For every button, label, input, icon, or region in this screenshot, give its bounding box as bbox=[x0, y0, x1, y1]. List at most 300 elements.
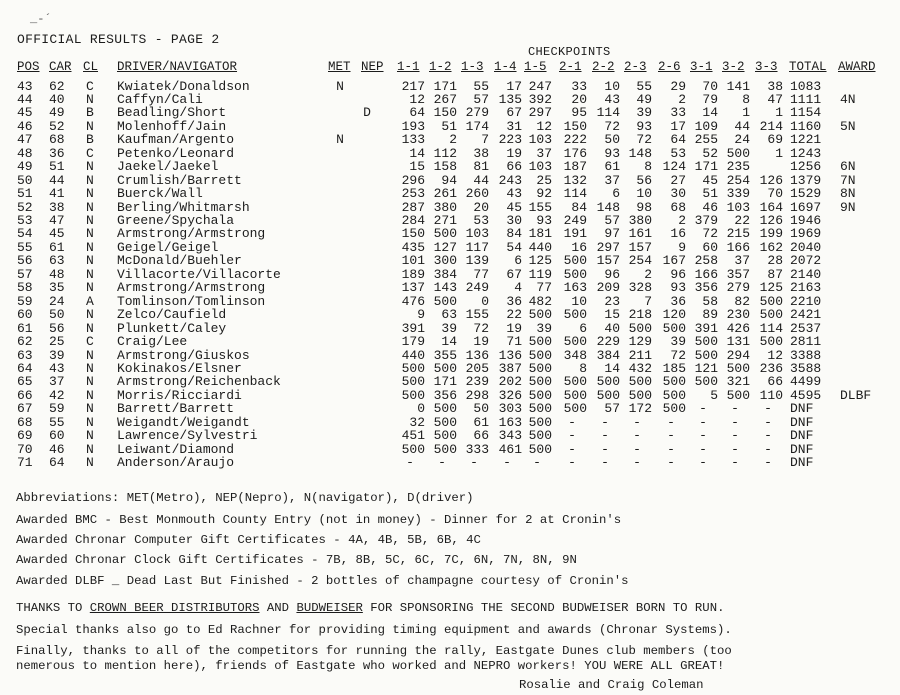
driver-cell: Greene/Spychala bbox=[117, 213, 235, 228]
checkpoint-score: 205 bbox=[465, 360, 489, 376]
car-cell: 56 bbox=[49, 320, 65, 336]
header-nep: NEP bbox=[361, 60, 384, 74]
class-cell: N bbox=[86, 307, 94, 323]
checkpoint-score: 8 bbox=[644, 159, 652, 175]
checkpoint-score: 163 bbox=[498, 414, 522, 430]
driver-cell: Buerck/Wall bbox=[117, 186, 203, 202]
checkpoint-score: 57 bbox=[473, 91, 489, 107]
checkpoint-score: 46 bbox=[702, 199, 718, 215]
checkpoint-score: 166 bbox=[726, 239, 750, 255]
checkpoint-score: 500 bbox=[596, 387, 620, 403]
checkpoint-score: 15 bbox=[604, 307, 620, 323]
checkpoint-score: 500 bbox=[528, 334, 552, 350]
pos-cell: 69 bbox=[17, 428, 33, 444]
car-cell: 45 bbox=[49, 226, 65, 242]
checkpoint-score: 53 bbox=[473, 213, 489, 228]
checkpoint-score: 500 bbox=[662, 374, 686, 390]
checkpoint-score: 70 bbox=[767, 186, 783, 202]
total-cell: 2210 bbox=[790, 293, 822, 309]
checkpoint-score: 114 bbox=[563, 186, 587, 202]
checkpoint-score: 8 bbox=[742, 91, 750, 107]
header-checkpoint: 3-2 bbox=[722, 60, 745, 74]
checkpoint-score: 77 bbox=[536, 280, 552, 296]
checkpoint-score: 72 bbox=[702, 226, 718, 242]
checkpoint-score: 67 bbox=[506, 266, 522, 282]
checkpoint-score: 164 bbox=[759, 199, 783, 215]
total-cell: 1243 bbox=[790, 145, 822, 161]
checkpoint-score: 37 bbox=[536, 145, 552, 161]
checkpoint-score: 222 bbox=[563, 132, 587, 148]
class-cell: N bbox=[86, 266, 94, 282]
table-row bbox=[0, 443, 900, 456]
pos-cell: 47 bbox=[17, 132, 33, 148]
checkpoint-score: 500 bbox=[759, 307, 783, 323]
table-row bbox=[0, 147, 900, 160]
pos-cell: 70 bbox=[17, 441, 33, 457]
checkpoint-score: 70 bbox=[702, 78, 718, 94]
award-cell: 6N bbox=[840, 159, 856, 175]
header-checkpoint: 1-5 bbox=[524, 60, 547, 74]
total-cell: 3588 bbox=[790, 360, 822, 376]
checkpoint-score: 50 bbox=[473, 401, 489, 417]
table-row bbox=[0, 174, 900, 187]
checkpoint-score: 500 bbox=[694, 347, 718, 363]
checkpoint-score: - bbox=[568, 428, 576, 444]
checkpoint-score: 121 bbox=[694, 360, 718, 376]
driver-cell: Caffyn/Cali bbox=[117, 91, 203, 107]
checkpoint-score: - bbox=[601, 414, 609, 430]
pen-mark: _-´ bbox=[30, 12, 52, 26]
checkpoint-score: 161 bbox=[628, 226, 652, 242]
driver-cell: Armstrong/Giuskos bbox=[117, 347, 250, 363]
award-cell: 8N bbox=[840, 186, 856, 202]
header-car: CAR bbox=[49, 60, 72, 74]
checkpoint-score: 482 bbox=[528, 293, 552, 309]
checkpoint-score: 14 bbox=[604, 360, 620, 376]
checkpoint-score: 25 bbox=[536, 172, 552, 188]
driver-cell: Barrett/Barrett bbox=[117, 401, 235, 417]
checkpoint-score: 57 bbox=[604, 401, 620, 417]
checkpoint-score: 0 bbox=[417, 401, 425, 417]
checkpoint-score: 229 bbox=[596, 334, 620, 350]
checkpoint-score: - bbox=[699, 455, 707, 471]
car-cell: 55 bbox=[49, 414, 65, 430]
checkpoint-score: 29 bbox=[670, 78, 686, 94]
table-row bbox=[0, 375, 900, 388]
driver-cell: McDonald/Buehler bbox=[117, 253, 242, 269]
car-cell: 62 bbox=[49, 78, 65, 94]
checkpoint-score: 432 bbox=[628, 360, 652, 376]
pos-cell: 64 bbox=[17, 360, 33, 376]
checkpoint-score: 136 bbox=[498, 347, 522, 363]
checkpoint-score: - bbox=[568, 441, 576, 457]
total-cell: 2072 bbox=[790, 253, 822, 269]
checkpoint-score: - bbox=[764, 441, 772, 457]
checkpoint-score: 298 bbox=[465, 387, 489, 403]
checkpoint-score: 71 bbox=[506, 334, 522, 350]
table-row bbox=[0, 456, 900, 469]
checkpoint-score: 236 bbox=[759, 360, 783, 376]
class-cell: C bbox=[86, 145, 94, 161]
total-cell: 2811 bbox=[790, 334, 822, 350]
checkpoint-score: 500 bbox=[662, 387, 686, 403]
table-row bbox=[0, 281, 900, 294]
checkpoint-score: 72 bbox=[636, 132, 652, 148]
class-cell: C bbox=[86, 78, 94, 94]
checkpoint-score: 500 bbox=[401, 374, 425, 390]
checkpoint-score: 254 bbox=[726, 172, 750, 188]
checkpoint-score: 247 bbox=[528, 78, 552, 94]
checkpoint-score: 51 bbox=[702, 186, 718, 202]
driver-cell: Geigel/Geigel bbox=[117, 239, 219, 255]
checkpoint-score: 103 bbox=[528, 159, 552, 175]
checkpoint-score: 150 bbox=[563, 118, 587, 134]
checkpoint-score: 30 bbox=[506, 213, 522, 228]
checkpoint-score: 4 bbox=[514, 280, 522, 296]
class-cell: N bbox=[86, 159, 94, 175]
clock-award-note: Awarded Chronar Clock Gift Certificates - 7B, 8B, 5C, 6C, 7C, 6N, 7N, 8N, 9N bbox=[16, 553, 577, 567]
checkpoint-score: 297 bbox=[528, 105, 552, 121]
car-cell: 39 bbox=[49, 347, 65, 363]
checkpoint-score: 103 bbox=[465, 226, 489, 242]
checkpoint-score: 93 bbox=[536, 213, 552, 228]
checkpoint-score: 171 bbox=[694, 159, 718, 175]
checkpoint-score: - bbox=[633, 428, 641, 444]
header-total: TOTAL bbox=[789, 60, 827, 74]
driver-cell: Armstrong/Armstrong bbox=[117, 226, 266, 242]
checkpoint-score: 93 bbox=[604, 145, 620, 161]
checkpoint-score: 96 bbox=[670, 266, 686, 282]
checkpoint-score: 67 bbox=[506, 105, 522, 121]
checkpoint-score: 328 bbox=[628, 280, 652, 296]
header-checkpoint: 1-1 bbox=[397, 60, 420, 74]
driver-cell: Plunkett/Caley bbox=[117, 320, 227, 336]
met-cell: N bbox=[336, 78, 344, 94]
checkpoint-score: 6 bbox=[579, 320, 587, 336]
checkpoint-score: 20 bbox=[473, 199, 489, 215]
table-row bbox=[0, 322, 900, 335]
checkpoint-score: 355 bbox=[433, 347, 457, 363]
checkpoint-score: 380 bbox=[628, 213, 652, 228]
checkpoint-score: 39 bbox=[636, 105, 652, 121]
class-cell: N bbox=[86, 320, 94, 336]
checkpoint-score: - bbox=[667, 441, 675, 457]
total-cell: 1111 bbox=[790, 91, 822, 107]
class-cell: N bbox=[86, 360, 94, 376]
checkpoint-score: 22 bbox=[734, 213, 750, 228]
checkpoint-score: 500 bbox=[726, 360, 750, 376]
checkpoint-score: 500 bbox=[563, 307, 587, 323]
checkpoint-score: - bbox=[633, 414, 641, 430]
checkpoint-score: 93 bbox=[636, 118, 652, 134]
checkpoint-score: 391 bbox=[401, 320, 425, 336]
checkpoint-score: - bbox=[568, 455, 576, 471]
checkpoint-score: 500 bbox=[433, 441, 457, 457]
checkpoint-score: 126 bbox=[759, 172, 783, 188]
driver-cell: Lawrence/Sylvestri bbox=[117, 428, 258, 444]
checkpoint-score: 174 bbox=[465, 118, 489, 134]
total-cell: DNF bbox=[790, 414, 814, 430]
checkpoint-score: 500 bbox=[433, 293, 457, 309]
pos-cell: 50 bbox=[17, 172, 33, 188]
checkpoint-score: 125 bbox=[528, 253, 552, 269]
pos-cell: 66 bbox=[17, 387, 33, 403]
pos-cell: 68 bbox=[17, 414, 33, 430]
total-cell: 1697 bbox=[790, 199, 822, 215]
driver-cell: Weigandt/Weigandt bbox=[117, 414, 250, 430]
car-cell: 60 bbox=[49, 428, 65, 444]
checkpoint-score: 133 bbox=[401, 132, 425, 148]
checkpoint-score: 209 bbox=[596, 280, 620, 296]
checkpoint-score: 500 bbox=[726, 145, 750, 161]
checkpoint-score: 171 bbox=[433, 78, 457, 94]
checkpoint-score: 54 bbox=[506, 239, 522, 255]
checkpoint-score: 500 bbox=[662, 320, 686, 336]
checkpoint-score: 500 bbox=[759, 293, 783, 309]
checkpoint-score: 500 bbox=[563, 253, 587, 269]
pos-cell: 48 bbox=[17, 145, 33, 161]
checkpoint-score: 37 bbox=[604, 172, 620, 188]
thanks-line-1 bbox=[16, 601, 724, 615]
car-cell: 51 bbox=[49, 159, 65, 175]
table-row bbox=[0, 416, 900, 429]
checkpoint-score: 72 bbox=[473, 320, 489, 336]
checkpoint-score: 235 bbox=[726, 159, 750, 175]
checkpoint-score: 214 bbox=[759, 118, 783, 134]
checkpoint-score: 249 bbox=[563, 213, 587, 228]
header-award: AWARD bbox=[838, 60, 876, 74]
checkpoint-score: 50 bbox=[604, 132, 620, 148]
table-row bbox=[0, 429, 900, 442]
checkpoint-score: 15 bbox=[409, 159, 425, 175]
checkpoint-score: 132 bbox=[563, 172, 587, 188]
checkpoint-score: 14 bbox=[702, 105, 718, 121]
driver-cell: Craig/Lee bbox=[117, 334, 188, 350]
car-cell: 50 bbox=[49, 307, 65, 323]
award-cell: 9N bbox=[840, 199, 856, 215]
header-cl: CL bbox=[83, 60, 99, 74]
checkpoint-score: 1 bbox=[775, 105, 783, 121]
driver-cell: Leiwant/Diamond bbox=[117, 441, 235, 457]
checkpoint-score: 500 bbox=[433, 414, 457, 430]
header-checkpoint: 1-4 bbox=[494, 60, 517, 74]
checkpoint-score: - bbox=[699, 428, 707, 444]
checkpoint-score: 157 bbox=[596, 253, 620, 269]
pos-cell: 59 bbox=[17, 293, 33, 309]
table-row bbox=[0, 335, 900, 348]
pos-cell: 46 bbox=[17, 118, 33, 134]
checkpoint-score: 202 bbox=[498, 374, 522, 390]
checkpoint-score: 33 bbox=[571, 78, 587, 94]
checkpoint-score: 117 bbox=[465, 239, 489, 255]
checkpoint-score: 258 bbox=[694, 253, 718, 269]
checkpoint-score: 103 bbox=[528, 132, 552, 148]
header-checkpoint: 1-2 bbox=[429, 60, 452, 74]
checkpoint-score: 27 bbox=[670, 172, 686, 188]
thanks-line-4: nemerous to mention here), friends of Eastgate who worked and NEPRO workers! YOU WERE ALL GREAT! bbox=[16, 659, 725, 673]
dlbf-award-note: Awarded DLBF _ Dead Last But Finished - 2 bottles of champagne courtesy of Cronin's bbox=[16, 574, 629, 588]
pos-cell: 52 bbox=[17, 199, 33, 215]
pos-cell: 63 bbox=[17, 347, 33, 363]
table-row bbox=[0, 227, 900, 240]
checkpoint-score: 187 bbox=[563, 159, 587, 175]
checkpoint-score: 38 bbox=[473, 145, 489, 161]
checkpoint-score: - bbox=[731, 441, 739, 457]
checkpoint-score: 148 bbox=[628, 145, 652, 161]
pos-cell: 61 bbox=[17, 320, 33, 336]
checkpoint-score: 303 bbox=[498, 401, 522, 417]
checkpoint-score: 230 bbox=[726, 307, 750, 323]
car-cell: 49 bbox=[49, 105, 65, 121]
checkpoint-score: 260 bbox=[465, 186, 489, 202]
thanks-prefix: THANKS TO bbox=[16, 601, 90, 615]
checkpoint-score: 500 bbox=[401, 360, 425, 376]
checkpoint-score: 112 bbox=[433, 145, 457, 161]
checkpoint-score: 17 bbox=[506, 78, 522, 94]
checkpoints-label: CHECKPOINTS bbox=[528, 45, 611, 59]
total-cell: 4595 bbox=[790, 387, 822, 403]
checkpoint-score: 36 bbox=[506, 293, 522, 309]
checkpoint-score: 339 bbox=[726, 186, 750, 202]
checkpoint-score: 64 bbox=[670, 132, 686, 148]
class-cell: N bbox=[86, 186, 94, 202]
pos-cell: 43 bbox=[17, 78, 33, 94]
page-title: OFFICIAL RESULTS - PAGE 2 bbox=[17, 32, 220, 47]
checkpoint-score: 47 bbox=[767, 91, 783, 107]
checkpoint-score: 57 bbox=[604, 213, 620, 228]
checkpoint-score: 239 bbox=[465, 374, 489, 390]
checkpoint-score: 39 bbox=[441, 320, 457, 336]
checkpoint-score: 2 bbox=[449, 132, 457, 148]
pos-cell: 44 bbox=[17, 91, 33, 107]
checkpoint-score: 500 bbox=[628, 387, 652, 403]
checkpoint-score: 10 bbox=[604, 78, 620, 94]
checkpoint-score: 61 bbox=[473, 414, 489, 430]
driver-cell: Molenhoff/Jain bbox=[117, 118, 227, 134]
pos-cell: 45 bbox=[17, 105, 33, 121]
table-row bbox=[0, 389, 900, 402]
signature: Rosalie and Craig Coleman bbox=[519, 678, 704, 692]
checkpoint-score: 500 bbox=[433, 226, 457, 242]
checkpoint-score: 271 bbox=[433, 213, 457, 228]
checkpoint-score: 84 bbox=[571, 199, 587, 215]
car-cell: 25 bbox=[49, 334, 65, 350]
checkpoint-score: 37 bbox=[734, 253, 750, 269]
checkpoint-score: 109 bbox=[694, 118, 718, 134]
checkpoint-score: 500 bbox=[433, 428, 457, 444]
total-cell: 1969 bbox=[790, 226, 822, 242]
header-checkpoint: 1-3 bbox=[461, 60, 484, 74]
class-cell: N bbox=[86, 374, 94, 390]
checkpoint-score: 500 bbox=[563, 266, 587, 282]
driver-cell: Tomlinson/Tomlinson bbox=[117, 293, 266, 309]
driver-cell: Armstrong/Armstrong bbox=[117, 280, 266, 296]
checkpoint-score: 19 bbox=[506, 145, 522, 161]
checkpoint-score: 51 bbox=[441, 118, 457, 134]
checkpoint-score: 30 bbox=[670, 186, 686, 202]
nep-cell: D bbox=[363, 105, 371, 121]
checkpoint-score: 95 bbox=[571, 105, 587, 121]
class-cell: B bbox=[86, 105, 94, 121]
checkpoint-score: - bbox=[601, 455, 609, 471]
pos-cell: 51 bbox=[17, 186, 33, 202]
checkpoint-score: 500 bbox=[628, 320, 652, 336]
checkpoint-score: - bbox=[470, 455, 478, 471]
checkpoint-score: - bbox=[731, 428, 739, 444]
checkpoint-score: - bbox=[731, 401, 739, 417]
checkpoint-score: 392 bbox=[528, 91, 552, 107]
checkpoint-score: 185 bbox=[662, 360, 686, 376]
checkpoint-score: - bbox=[667, 414, 675, 430]
checkpoint-score: 45 bbox=[506, 199, 522, 215]
checkpoint-score: 87 bbox=[767, 266, 783, 282]
checkpoint-score: 261 bbox=[433, 186, 457, 202]
checkpoint-score: - bbox=[731, 455, 739, 471]
checkpoint-score: 28 bbox=[767, 253, 783, 269]
class-cell: N bbox=[86, 91, 94, 107]
table-row bbox=[0, 93, 900, 106]
checkpoint-score: 127 bbox=[433, 239, 457, 255]
checkpoint-score: 126 bbox=[759, 213, 783, 228]
table-row bbox=[0, 80, 900, 93]
checkpoint-score: 53 bbox=[670, 145, 686, 161]
checkpoint-score: 500 bbox=[401, 387, 425, 403]
award-cell: DLBF bbox=[840, 387, 872, 403]
total-cell: 2421 bbox=[790, 307, 822, 323]
header-checkpoint: 2-2 bbox=[592, 60, 615, 74]
checkpoint-score: 500 bbox=[563, 334, 587, 350]
checkpoint-score: 326 bbox=[498, 387, 522, 403]
checkpoint-score: 500 bbox=[528, 401, 552, 417]
total-cell: DNF bbox=[790, 441, 814, 457]
total-cell: 1160 bbox=[790, 118, 822, 134]
checkpoint-score: 56 bbox=[636, 172, 652, 188]
checkpoint-score: 500 bbox=[528, 428, 552, 444]
checkpoint-score: 84 bbox=[506, 226, 522, 242]
checkpoint-score: 14 bbox=[409, 145, 425, 161]
total-cell: 1221 bbox=[790, 132, 822, 148]
checkpoint-score: 92 bbox=[536, 186, 552, 202]
checkpoint-score: 44 bbox=[473, 172, 489, 188]
checkpoint-score: 157 bbox=[628, 239, 652, 255]
checkpoint-score: 357 bbox=[726, 266, 750, 282]
checkpoint-score: 500 bbox=[563, 387, 587, 403]
checkpoint-score: 110 bbox=[759, 387, 783, 403]
checkpoint-score: 114 bbox=[596, 105, 620, 121]
checkpoint-score: 43 bbox=[506, 186, 522, 202]
checkpoint-score: 66 bbox=[506, 159, 522, 175]
driver-cell: Petenko/Leonard bbox=[117, 145, 235, 161]
header-checkpoint: 2-1 bbox=[559, 60, 582, 74]
checkpoint-score: 176 bbox=[563, 145, 587, 161]
class-cell: N bbox=[86, 118, 94, 134]
checkpoint-score: 191 bbox=[563, 226, 587, 242]
checkpoint-score: 16 bbox=[571, 239, 587, 255]
checkpoint-score: - bbox=[601, 428, 609, 444]
checkpoint-score: 19 bbox=[473, 334, 489, 350]
car-cell: 41 bbox=[49, 186, 65, 202]
header-checkpoint: 3-1 bbox=[690, 60, 713, 74]
class-cell: N bbox=[86, 280, 94, 296]
checkpoint-score: 125 bbox=[759, 280, 783, 296]
checkpoint-score: 6 bbox=[514, 253, 522, 269]
checkpoint-score: 33 bbox=[670, 105, 686, 121]
checkpoint-score: 12 bbox=[409, 91, 425, 107]
checkpoint-score: 500 bbox=[528, 414, 552, 430]
class-cell: N bbox=[86, 239, 94, 255]
total-cell: DNF bbox=[790, 428, 814, 444]
checkpoint-score: 39 bbox=[536, 320, 552, 336]
